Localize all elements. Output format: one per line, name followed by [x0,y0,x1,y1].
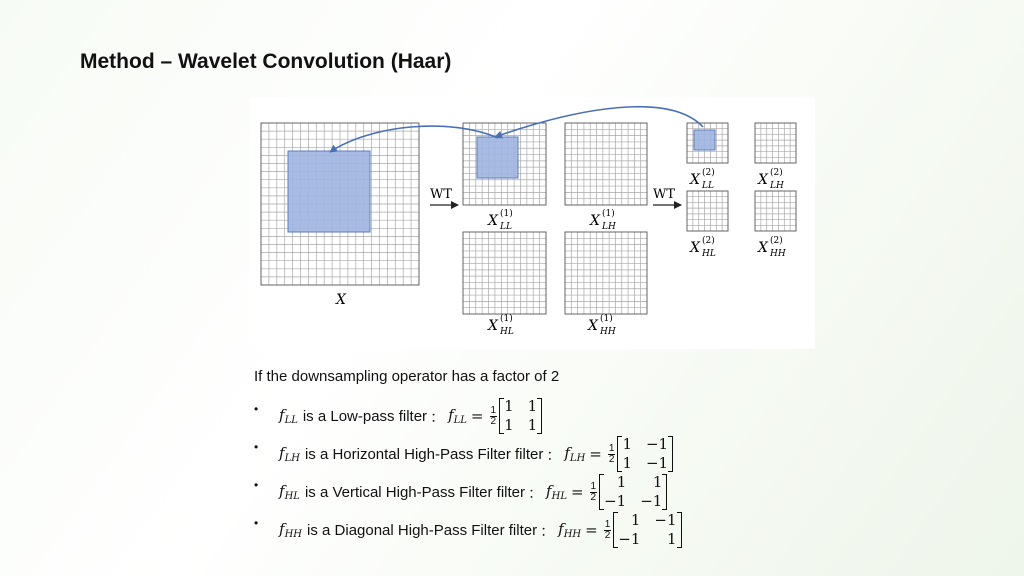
label-x2-lh [757,167,784,191]
svg-text:HL: HL [500,327,514,337]
bullet: • [254,440,259,454]
colon: ： [540,522,556,540]
half-fraction: $\frac{1}{2}$ [590,480,597,503]
svg-text:LH: LH [602,222,616,232]
equals-sign: = [470,407,484,425]
label-x1-hl [487,313,514,337]
filter-matrix-hh: 1 −1 −1 1 [613,512,681,548]
filter-description-text: is a Vertical High-Pass Filter filter [304,483,526,501]
label-x2-hl [689,235,716,259]
svg-text:X: X [588,318,598,334]
svg-text:HH: HH [600,327,616,337]
svg-text:X: X [690,240,700,256]
wavelet-figure [250,97,815,349]
slide-title: Method – Wavelet Convolution (Haar) [80,50,452,73]
colon: ： [546,446,562,464]
filter-symbol: $f_{LH}$ [279,444,300,464]
filter-symbol-eq: $f_{HH}$ [558,520,582,540]
svg-text:(1): (1) [602,209,615,219]
equals-sign: = [589,445,602,463]
intro-text: If the downsampling operator has a factor of 2 [254,368,560,385]
label-x1-lh [589,208,616,232]
label-x1-hh [587,313,616,337]
svg-text:LH: LH [770,181,784,191]
filter-symbol: $f_{HH}$ [279,520,303,540]
bullet: • [254,516,259,530]
grid-x1-lh [565,123,647,205]
grid-x2-hh [755,191,796,231]
filter-symbol: $f_{HL}$ [279,482,300,502]
filter-description-text: is a Diagonal High-Pass Filter filter [307,521,538,539]
label-x2-ll [689,167,715,191]
input-x-label: X [336,292,346,308]
filter-matrix-hl: 1 1 −1 −1 [599,474,667,510]
filter-symbol: $f_{LL}$ [279,406,298,426]
svg-text:(1): (1) [500,314,513,324]
svg-text:X: X [488,213,498,229]
svg-text:(2): (2) [770,236,783,246]
svg-text:X: X [488,318,498,334]
grid-x2-lh [755,123,796,163]
svg-text:X: X [590,213,600,229]
svg-text:(2): (2) [770,168,783,178]
svg-text:(1): (1) [500,209,513,219]
half-fraction: $\frac{1}{2}$ [604,518,611,541]
colon: ： [430,408,446,426]
filter-matrix-ll: 1 1 1 1 [499,398,542,434]
receptive-field-x [288,151,370,232]
grid-x1-hh [565,232,647,314]
half-fraction: $\frac{1}{2}$ [608,442,615,465]
svg-text:(1): (1) [600,314,613,324]
wavelet-diagram [250,97,815,349]
grid-x2-hl [687,191,728,231]
bullet: • [254,478,259,492]
svg-text:X: X [758,172,768,188]
svg-text:X: X [758,240,768,256]
filter-symbol-eq: $f_{HL}$ [546,482,567,502]
filter-symbol-eq: $f_{LL}$ [448,406,467,426]
svg-text:(2): (2) [702,168,715,178]
filter-description-text: is a Low-pass filter [302,407,428,425]
wt-label-2: WT [653,187,676,202]
half-fraction: $\frac{1}{2}$ [490,404,497,427]
svg-text:X: X [690,172,700,188]
filter-description-text: is a Horizontal High-Pass Filter filter [304,445,544,463]
svg-text:LL: LL [500,222,512,232]
grid-x1-hl [463,232,546,314]
filter-matrix-lh: 1 −1 1 −1 [617,436,673,472]
equals-sign: = [570,483,584,501]
svg-text:HL: HL [702,249,716,259]
bullet: • [254,402,259,416]
label-x2-hh [757,235,786,259]
colon: ： [528,484,544,502]
receptive-field-x1-ll [477,137,518,178]
curved-arrow-level2 [495,107,703,137]
label-x1-ll [487,208,513,232]
filter-symbol-eq: $f_{LH}$ [564,444,586,464]
svg-text:LL: LL [702,181,714,191]
equals-sign: = [585,521,598,539]
receptive-field-x2-ll [694,130,715,150]
wt-label-1: WT [430,187,453,202]
svg-text:HH: HH [770,249,786,259]
svg-text:(2): (2) [702,236,715,246]
